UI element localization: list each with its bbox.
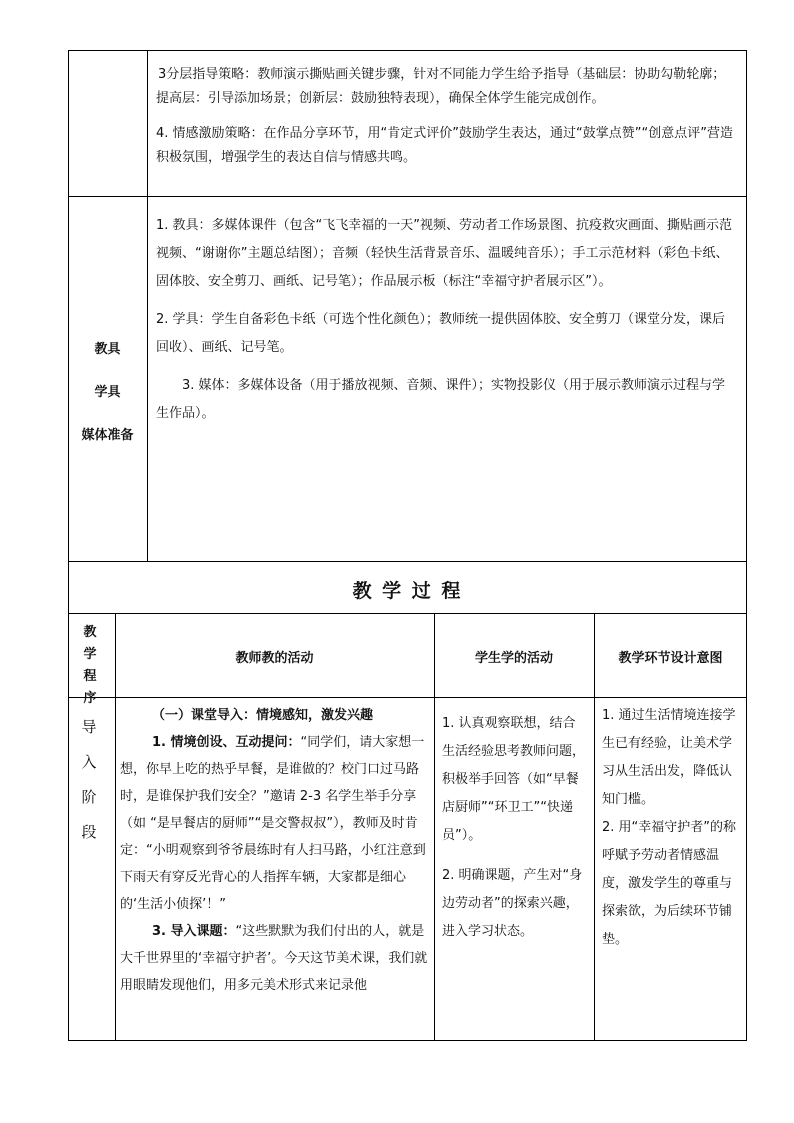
- design-intent-1: 1. 通过生活情境连接学生已有经验，让美术学习从生活出发，降低认知门槛。: [602, 708, 736, 807]
- prep-teaching-aids: 1. 教具：多媒体课件（包含“飞飞幸福的一天”视频、劳动者工作场景图、抗疫救灾画面、撕贴画示范视频、“谢谢你”主题总结图）；音频（轻快生活背景音乐、温暖纯音乐）；手工示范材料（彩色卡纸、固体胶、安全剪刀、画纸、记号笔）；作品展示板（标注“幸福守护者展示区”）。: [156, 218, 733, 289]
- header-design-intent: 教学环节设计意图: [618, 651, 723, 666]
- teacher-activity-cell: [120, 702, 431, 1040]
- prep-learning-aids: 2. 学具：学生自备彩色卡纸（可选个性化颜色）；教师统一提供固体胶、安全剪刀（课堂分发，课后回收）、画纸、记号笔。: [156, 312, 726, 355]
- process-title: 教 学 过 程: [352, 580, 463, 602]
- header-student-activity: 学生学的活动: [474, 651, 553, 666]
- design-intent-cell: [602, 702, 742, 954]
- student-activity-cell: [442, 710, 588, 946]
- prep-label-teaching-aids: 教具: [94, 342, 121, 357]
- row-divider: [68, 561, 747, 562]
- prep-media: 3. 媒体：多媒体设备（用于播放视频、音频、课件）；实物投影仪（用于展示教师演示过程与学生作品）。: [156, 378, 726, 421]
- design-intent-2: 2. 用“幸福守护者”的称呼赋予劳动者情感温度，激发学生的尊重与探索欲，为后续环节铺垫。: [602, 820, 737, 947]
- teacher-item-3-text: “这些默默为我们付出的人，就是大千世界里的‘幸福守护者’。今天这节美术课，我们就用眼睛发现他们，用多元美术形式来记录他: [120, 924, 428, 993]
- teacher-item-1-label: 1. 情境创设、互动提问：: [152, 735, 301, 750]
- teacher-activity-heading: （一）课堂导入：情境感知，激发兴趣: [152, 708, 374, 723]
- row-divider: [68, 196, 747, 197]
- column-divider: [434, 613, 435, 1041]
- strategy-paragraph-4: 4. 情感激励策略：在作品分享环节，用“肯定式评价”鼓励学生表达，通过“鼓掌点赞”“创意点评”营造积极氛围，增强学生的表达自信与情感共鸣。: [156, 126, 733, 165]
- prep-label-learning-aids: 学具: [94, 385, 121, 400]
- header-procedure: 教学程序: [83, 625, 97, 706]
- strategy-paragraph-3: 3分层指导策略：教师演示撕贴画关键步骤，针对不同能力学生给予指导（基础层：协助勾勒轮廓；提高层：引导添加场景；创新层：鼓励独特表现），确保全体学生能完成创作。: [156, 67, 726, 106]
- row-divider: [68, 697, 747, 698]
- teacher-item-1-text: “同学们，请大家想一想，你早上吃的热乎早餐，是谁做的？校门口过马路时，是谁保护我们安全？”邀请 2-3 名学生举手分享（如 “是早餐店的厨师”“是交警叔叔”），教师及时肯定：“小明观察到爷爷晨练时有人扫马路，小红注意到下雨天有穿反光背心的人指挥车辆，大家都是细心的‘生活小侦探’！”: [120, 735, 426, 912]
- strategy-cell: [156, 63, 736, 170]
- student-activity-2: 2. 明确课题，产生对“身边劳动者”的探索兴趣，进入学习状态。: [442, 868, 583, 939]
- teacher-activity-item-1: [120, 729, 431, 918]
- teacher-item-3-label: 3. 导入课题：: [152, 924, 236, 939]
- column-divider: [115, 613, 116, 1041]
- column-divider: [594, 613, 595, 1041]
- prep-label-media: 媒体准备: [81, 428, 134, 443]
- prep-content-cell: [156, 212, 736, 428]
- prep-label-cell: [68, 328, 147, 457]
- header-teacher-activity: 教师教的活动: [235, 651, 314, 666]
- row-divider: [68, 613, 747, 614]
- teacher-activity-item-3: [120, 918, 431, 999]
- column-divider: [147, 50, 148, 561]
- student-activity-1: 1. 认真观察联想，结合生活经验思考教师问题，积极举手回答（如“早餐店厨师”“环卫工”“快递员”）。: [442, 716, 586, 843]
- stage-label: 导入阶段: [81, 718, 97, 841]
